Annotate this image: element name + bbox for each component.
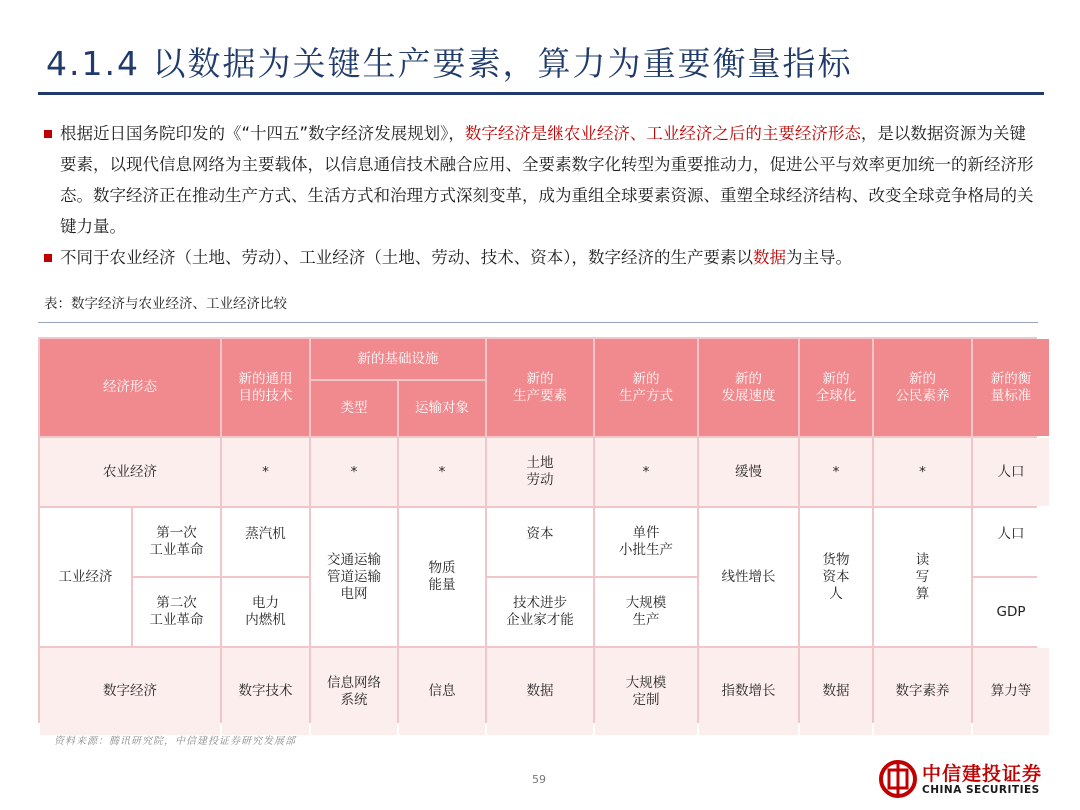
header-infra-type: 类型 xyxy=(311,381,397,436)
row-agri-literacy: * xyxy=(874,438,971,506)
row-industrial-infra-object: 物质 能量 xyxy=(399,508,485,646)
header-general-purpose-tech: 新的通用 目的技术 xyxy=(222,339,309,436)
row-industrial-form: 工业经济 xyxy=(40,508,131,646)
bullet-list xyxy=(44,118,1040,273)
title-divider xyxy=(38,92,1044,95)
header-development-speed: 新的 发展速度 xyxy=(699,339,798,436)
row-digital-factor: 数据 xyxy=(487,648,593,735)
row-agri-measure: 人口 xyxy=(973,438,1049,506)
row-agri-global: * xyxy=(800,438,872,506)
row-digital-infra-type: 信息网络 系统 xyxy=(311,648,397,735)
row-digital-speed: 指数增长 xyxy=(699,648,798,735)
company-logo xyxy=(878,757,1048,799)
row-second-revolution-factor: 技术进步 企业家才能 xyxy=(487,578,593,646)
bullet-square-icon xyxy=(44,130,52,138)
row-second-revolution-tech: 电力 内燃机 xyxy=(222,578,309,646)
page-title: 4.1.4 以数据为关键生产要素，算力为重要衡量指标 xyxy=(46,44,853,83)
bullet-item-1 xyxy=(44,118,1040,242)
comparison-table xyxy=(38,337,1037,723)
row-agri-infra-type: * xyxy=(311,438,397,506)
caption-divider xyxy=(38,322,1038,323)
bullet-square-icon xyxy=(44,254,52,262)
row-digital-measure: 算力等 xyxy=(973,648,1049,735)
row-agri-infra-object: * xyxy=(399,438,485,506)
bullet-2-intro: 不同于农业经济（土地、劳动）、工业经济（土地、劳动、技术、资本），数字经济的生产要素以 xyxy=(60,248,753,267)
header-measure-standard: 新的衡 量标准 xyxy=(973,339,1049,436)
row-agri-form: 农业经济 xyxy=(40,438,220,506)
row-industrial-infra-type: 交通运输 管道运输 电网 xyxy=(311,508,397,646)
row-first-revolution-factor: 资本 xyxy=(487,508,593,576)
row-first-revolution-mode: 单件 小批生产 xyxy=(595,508,697,576)
row-first-revolution-measure: 人口 xyxy=(973,508,1049,576)
row-industrial-speed: 线性增长 xyxy=(699,508,798,646)
row-second-revolution: 第二次 工业革命 xyxy=(133,578,220,646)
bullet-1-intro: 根据近日国务院印发的《“十四五”数字经济发展规划》， xyxy=(60,124,465,143)
bullet-1-highlight: 数字经济是继农业经济、工业经济之后的主要经济形态 xyxy=(464,124,861,143)
bullet-item-2 xyxy=(44,242,1040,273)
row-digital-literacy: 数字素养 xyxy=(874,648,971,735)
row-digital-global: 数据 xyxy=(800,648,872,735)
row-digital-form: 数字经济 xyxy=(40,648,220,735)
row-digital-mode: 大规模 定制 xyxy=(595,648,697,735)
row-digital-infra-object: 信息 xyxy=(399,648,485,735)
page-number: 59 xyxy=(532,773,546,786)
source-note: 资料来源：腾讯研究院，中信建投证券研究发展部 xyxy=(54,736,296,747)
row-agri-mode: * xyxy=(595,438,697,506)
row-digital-tech: 数字技术 xyxy=(222,648,309,735)
row-agri-tech: * xyxy=(222,438,309,506)
bullet-1-body: ，是以数据资源为关键要素，以现代信息网络为主要载体，以信息通信技术融合应用、全要素数字化转型为重要推动力，促进公平与效率更加统一的新经济形态。数字经济正在推动生产方式、生活方式和治理方式深刻变革，成为重组全球要素资源、重塑全球经济结构、改变全球竞争格局的关键力量。 xyxy=(60,124,1034,236)
citic-logo-icon xyxy=(878,759,918,799)
row-first-revolution-tech: 蒸汽机 xyxy=(222,508,309,576)
header-infrastructure: 新的基础设施 xyxy=(311,339,485,379)
header-infra-object: 运输对象 xyxy=(399,381,485,436)
row-agri-factor: 土地 劳动 xyxy=(487,438,593,506)
row-agri-speed: 缓慢 xyxy=(699,438,798,506)
row-industrial-literacy: 读 写 算 xyxy=(874,508,971,646)
row-first-revolution: 第一次 工业革命 xyxy=(133,508,220,576)
bullet-2-end: 为主导。 xyxy=(786,248,852,267)
header-civic-literacy: 新的 公民素养 xyxy=(874,339,971,436)
logo-chinese-name: 中信建投证券 xyxy=(922,763,1043,785)
header-globalization: 新的 全球化 xyxy=(800,339,872,436)
header-production-mode: 新的 生产方式 xyxy=(595,339,697,436)
row-second-revolution-measure: GDP xyxy=(973,578,1049,646)
header-economic-form: 经济形态 xyxy=(40,339,220,436)
table-caption: 表：数字经济与农业经济、工业经济比较 xyxy=(44,296,287,312)
bullet-2-highlight: 数据 xyxy=(753,248,786,267)
row-industrial-global: 货物 资本 人 xyxy=(800,508,872,646)
header-production-factor: 新的 生产要素 xyxy=(487,339,593,436)
logo-english-name: CHINA SECURITIES xyxy=(922,784,1040,796)
row-second-revolution-mode: 大规模 生产 xyxy=(595,578,697,646)
